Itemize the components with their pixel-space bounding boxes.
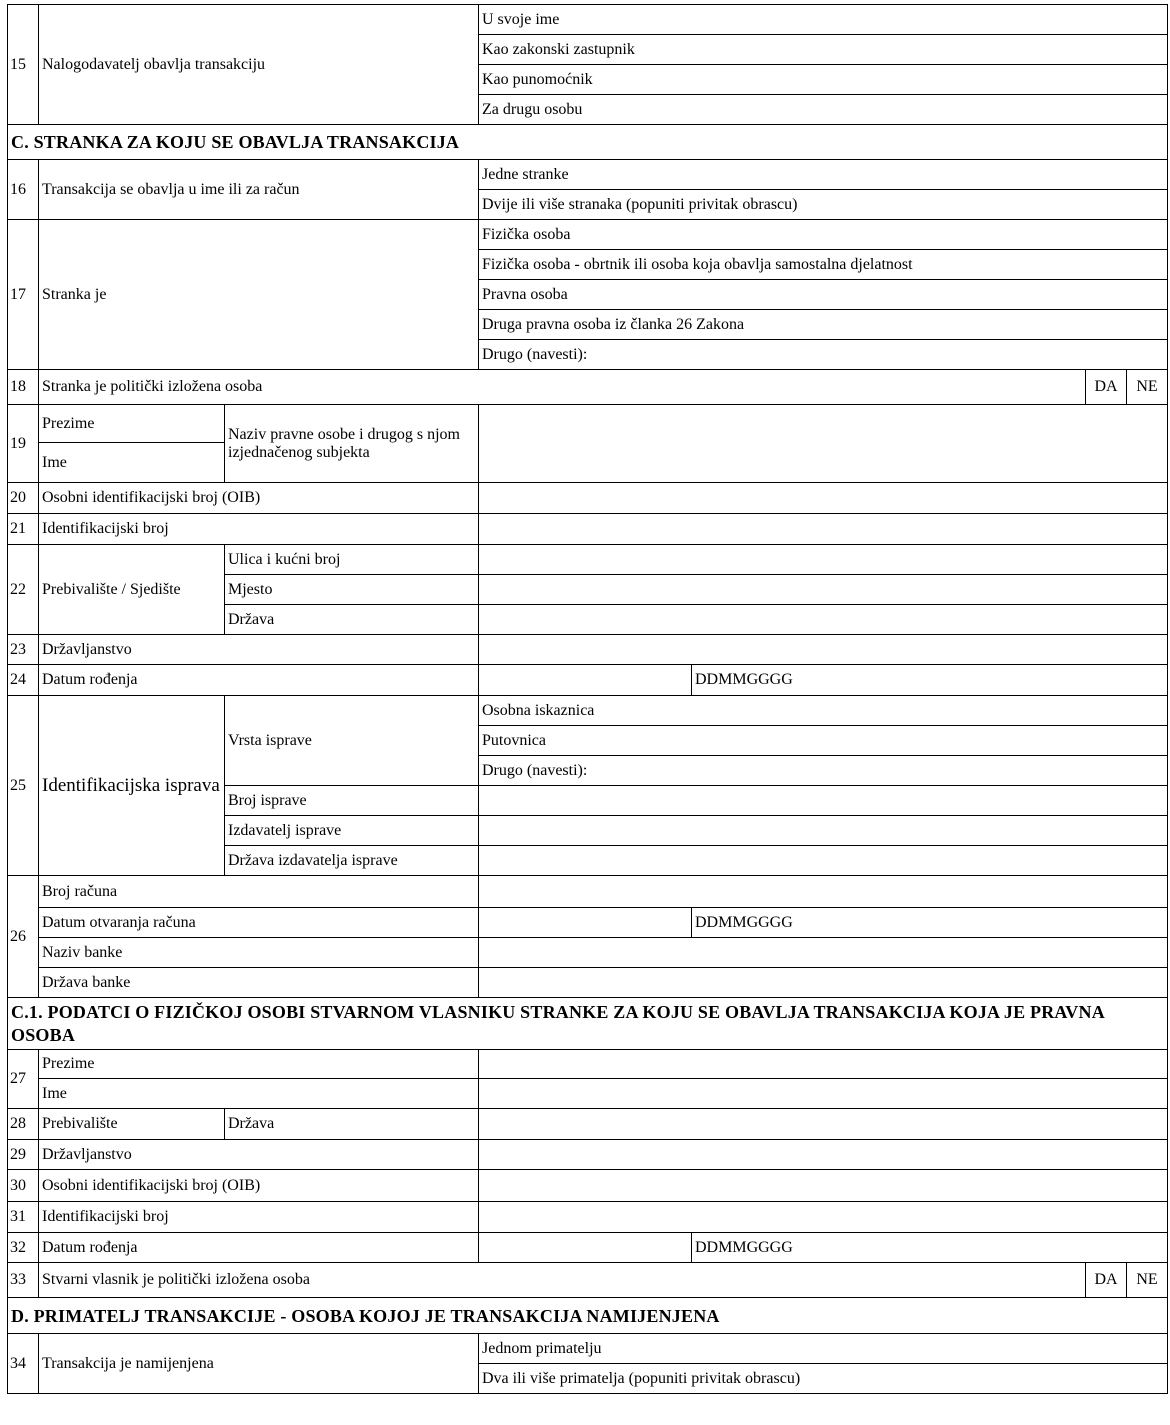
option-proxy[interactable]: Kao punomoćnik [479,65,1168,95]
issuer-label: Izdavatelj isprave [225,816,479,846]
first-name-label: Ime [39,443,225,483]
field-label: Stvarni vlasnik je politički izložena osoba [39,1263,1086,1298]
option-multiple-clients[interactable]: Dvije ili više stranaka (popuniti privitak obrascu) [479,190,1168,220]
field-label: Prebivalište / Sjedište [39,545,225,635]
account-opened-label: Datum otvaranja računa [39,908,479,938]
issuer-country-label: Država izdavatelja isprave [225,846,479,876]
field-label: Osobni identifikacijski broj (OIB) [39,483,479,514]
doc-number-input[interactable] [479,786,1168,816]
row-number: 22 [8,545,39,635]
row-number: 28 [8,1109,39,1140]
account-opened-input[interactable] [479,908,692,938]
issuer-input[interactable] [479,816,1168,846]
row-number: 17 [8,220,39,370]
row-number: 32 [8,1233,39,1263]
row-number: 25 [8,696,39,876]
row-number: 27 [8,1050,39,1109]
issuer-country-input[interactable] [479,846,1168,876]
city-input[interactable] [479,575,1168,605]
owner-id-number-input[interactable] [479,1202,1168,1233]
option-other-specify[interactable]: Drugo (navesti): [479,340,1168,370]
option-legal-representative[interactable]: Kao zakonski zastupnik [479,35,1168,65]
bank-name-label: Naziv banke [39,938,479,968]
row-number: 33 [8,1263,39,1298]
owner-country-input[interactable] [479,1109,1168,1140]
citizenship-input[interactable] [479,635,1168,665]
row-number: 29 [8,1140,39,1170]
field-label: Stranka je politički izložena osoba [39,370,1086,405]
option-single-client[interactable]: Jedne stranke [479,160,1168,190]
name-input[interactable] [479,405,1168,483]
surname-label: Prezime [39,405,225,443]
aml-form [7,4,1167,1394]
field-label: Identifikacijska isprava [39,696,225,876]
section-d-heading: D. PRIMATELJ TRANSAKCIJE - OSOBA KOJOJ JE TRANSAKCIJA NAMIJENJENA [8,1298,1168,1334]
row-number: 24 [8,665,39,696]
bank-name-input[interactable] [479,938,1168,968]
owner-surname-input[interactable] [479,1050,1168,1079]
country-label: Država [225,1109,479,1140]
field-label: Državljanstvo [39,635,479,665]
surname-label: Prezime [39,1050,479,1079]
bank-country-label: Država banke [39,968,479,998]
option-craftsman[interactable]: Fizička osoba - obrtnik ili osoba koja obavlja samostalna djelatnost [479,250,1168,280]
date-format-hint: DDMMGGGG [692,665,1168,696]
row-number: 16 [8,160,39,220]
field-label: Transakcija se obavlja u ime ili za račun [39,160,479,220]
field-label: Datum rođenja [39,665,479,696]
row-number: 30 [8,1170,39,1202]
field-label: Nalogodavatelj obavlja transakciju [39,5,479,125]
doc-type-label: Vrsta isprave [225,696,479,786]
row-number: 34 [8,1334,39,1394]
date-format-hint: DDMMGGGG [692,1233,1168,1263]
row-number: 15 [8,5,39,125]
row-number: 23 [8,635,39,665]
street-input[interactable] [479,545,1168,575]
field-label: Datum rođenja [39,1233,479,1263]
section-c1-heading: C.1. PODATCI O FIZIČKOJ OSOBI STVARNOM VLASNIKU STRANKE ZA KOJU SE OBAVLJA TRANSAKCIJA KOJA JE PRAVNA OSOBA [8,998,1168,1050]
row-number: 26 [8,876,39,998]
row-number: 20 [8,483,39,514]
section-c-heading: C. STRANKA ZA KOJU SE OBAVLJA TRANSAKCIJA [8,125,1168,160]
owner-name-input[interactable] [479,1079,1168,1109]
option-other-legal-person[interactable]: Druga pravna osoba iz članka 26 Zakona [479,310,1168,340]
owner-citizenship-input[interactable] [479,1140,1168,1170]
field-label: Prebivalište [39,1109,225,1140]
form-table [7,4,1168,1394]
field-label: Identifikacijski broj [39,1202,479,1233]
option-other-person[interactable]: Za drugu osobu [479,95,1168,125]
date-format-hint: DDMMGGGG [692,908,1168,938]
field-label: Osobni identifikacijski broj (OIB) [39,1170,479,1202]
birth-date-input[interactable] [479,665,692,696]
street-label: Ulica i kućni broj [225,545,479,575]
option-legal-person[interactable]: Pravna osoba [479,280,1168,310]
first-name-label: Ime [39,1079,479,1109]
row-number: 31 [8,1202,39,1233]
owner-oib-input[interactable] [479,1170,1168,1202]
country-label: Država [225,605,479,635]
option-multiple-recipients[interactable]: Dva ili više primatelja (popuniti privitak obrascu) [479,1364,1168,1394]
row-number: 21 [8,514,39,545]
country-input[interactable] [479,605,1168,635]
option-other-doc[interactable]: Drugo (navesti): [479,756,1168,786]
option-single-recipient[interactable]: Jednom primatelju [479,1334,1168,1364]
city-label: Mjesto [225,575,479,605]
account-input[interactable] [479,876,1168,908]
id-number-input[interactable] [479,514,1168,545]
no-checkbox[interactable]: NE [1127,1263,1168,1298]
account-label: Broj računa [39,876,479,908]
row-number: 18 [8,370,39,405]
field-label: Stranka je [39,220,479,370]
option-own-name[interactable]: U svoje ime [479,5,1168,35]
field-label: Državljanstvo [39,1140,479,1170]
yes-checkbox[interactable]: DA [1086,1263,1127,1298]
option-natural-person[interactable]: Fizička osoba [479,220,1168,250]
legal-name-label: Naziv pravne osobe i drugog s njom izjednačenog subjekta [225,405,479,483]
bank-country-input[interactable] [479,968,1168,998]
owner-birth-date-input[interactable] [479,1233,692,1263]
option-id-card[interactable]: Osobna iskaznica [479,696,1168,726]
field-label: Identifikacijski broj [39,514,479,545]
no-checkbox[interactable]: NE [1127,370,1168,405]
row-number: 19 [8,405,39,483]
field-label: Transakcija je namijenjena [39,1334,479,1394]
doc-number-label: Broj isprave [225,786,479,816]
option-passport[interactable]: Putovnica [479,726,1168,756]
yes-checkbox[interactable]: DA [1086,370,1127,405]
oib-input[interactable] [479,483,1168,514]
